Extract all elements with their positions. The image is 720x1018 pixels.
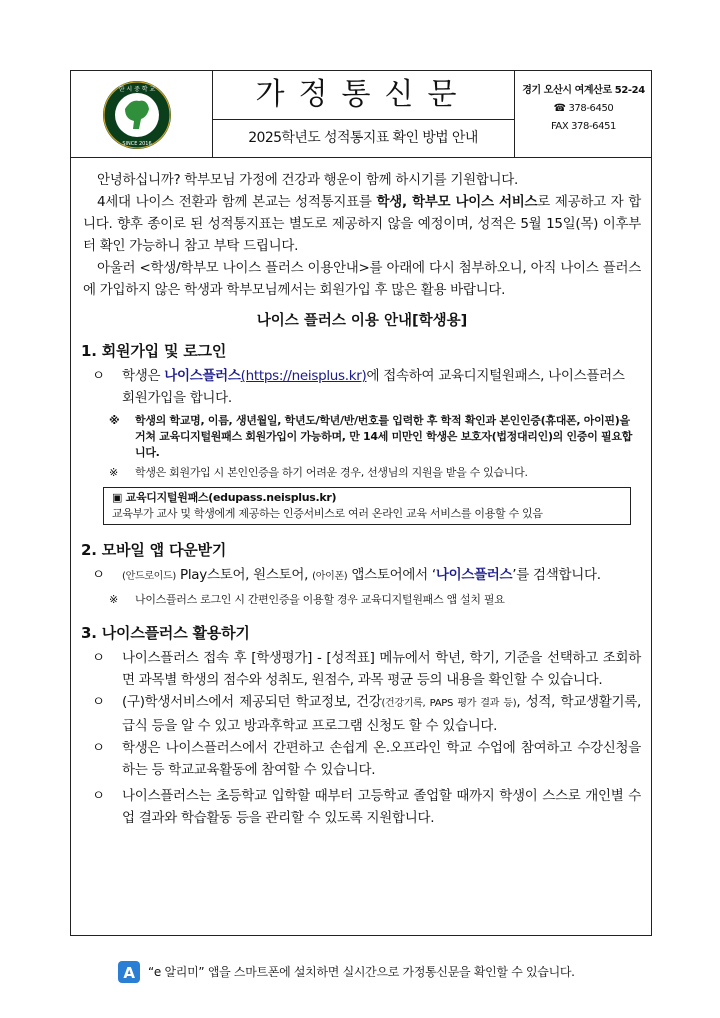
note-marker: ※ [109, 593, 118, 606]
neisplus-link[interactable]: (https://neisplus.kr) [240, 368, 367, 384]
s3-item-1-text: 나이스플러스 접속 후 [학생평가] - [성적표] 메뉴에서 학년, 학기, 기준을 선택하고 조회하면 과목별 학생의 점수와 성취도, 원점수, 과목 평균 등의 내용을 확인할 수 있습니다. [122, 650, 641, 688]
s2-stores: Play스토어, 원스토어, [176, 567, 313, 583]
notice-body [71, 157, 653, 829]
section-3-item-4 [83, 785, 641, 829]
android-label: (안드로이드) [122, 571, 177, 582]
header [71, 71, 651, 158]
section-1-note-1 [83, 413, 641, 461]
section-1-note-2 [83, 465, 641, 481]
note-marker: ※ [109, 414, 120, 427]
edupass-box-text: 교육부가 교사 및 학생에게 제공하는 인증서비스로 여러 온라인 교육 서비스를 이용할 수 있음 [112, 507, 543, 520]
s1-item-end: 에 접속하여 교육디지털원패스, 나이스플러스 회원가입을 합니다. [122, 368, 625, 406]
section-3-item-1 [83, 647, 641, 691]
edupass-info-box [103, 487, 631, 525]
bullet-marker: ㅇ [92, 567, 105, 583]
fax: FAX 378-6451 [550, 121, 617, 132]
intro-p2-start: 4세대 나이스 전환과 함께 본교는 성적통지표를 [97, 194, 377, 210]
page-subtitle: 2025학년도 성적통지표 확인 방법 안내 [248, 130, 478, 146]
note-2-text: 학생은 회원가입 시 본인인증을 하기 어려운 경우, 선생님의 지원을 받을 수 있습니다. [135, 466, 528, 479]
s2-appstore: 앱스토어에서 ‘ [347, 567, 436, 583]
app-icon-letter: A [123, 964, 135, 982]
section-2-note [83, 592, 641, 608]
logo-cell [71, 71, 213, 157]
s3-item-2c: , 성적, 학교생활기록, 급식 등을 알 수 있고 방과후학교 프로그램 신청도 할 수 있습니다. [122, 694, 641, 734]
footer-text: “e 알리미” 앱을 스마트폰에 설치하면 실시간으로 가정통신문을 확인할 수 있습니다. [148, 965, 575, 979]
bullet-marker: ㅇ [92, 740, 105, 756]
section-3-item-3 [83, 737, 641, 781]
emblem-text-top: 한 시 중 학 교 [118, 86, 156, 93]
notice-frame [70, 70, 652, 936]
iphone-label: (아이폰) [312, 571, 348, 582]
note-marker: ※ [109, 466, 118, 479]
page-title: 가정통신문 [212, 71, 514, 120]
address: 경기 오산시 여계산로 52-24 [522, 85, 645, 96]
bullet-marker: ㅇ [92, 368, 105, 384]
neisplus-brand: 나이스플러스 [164, 368, 241, 384]
section-2-item [83, 564, 641, 588]
s2-item-end: ’를 검색합니다. [512, 567, 601, 583]
phone: ☎ 378-6450 [553, 103, 614, 114]
intro-paragraph-2 [83, 191, 641, 257]
title-cell [212, 71, 515, 157]
e-alimi-app-icon [118, 961, 140, 983]
note-1-text: 학생의 학교명, 이름, 생년월일, 학년도/학년/반/번호를 입력한 후 학적 확인과 본인인증(휴대폰, 아이핀)을 거쳐 교육디지털원패스 회원가입이 가능하며, 만 14세 미만인 학생은 보호자(법정대리인)의 인증이 필요합니다. [135, 414, 633, 459]
footer-note [118, 960, 638, 986]
section-3-heading: 3. 나이스플러스 활용하기 [81, 624, 250, 642]
s3-item-4-text: 나이스플러스는 초등학교 입학할 때부터 고등학교 졸업할 때까지 학생이 스스로 개인별 수업 결과와 학습활동 등을 관리할 수 있도록 지원합니다. [122, 788, 641, 826]
guide-title: 나이스 플러스 이용 안내[학생용] [256, 313, 468, 329]
intro-p2-end: 로 제공하고 자 합니다. 향후 종이로 된 성적통지표는 별도로 제공하지 않을 예정이며, 성적은 5월 15일(목) 이후부터 확인 가능하니 참고 부탁 드립니다. [83, 194, 641, 254]
school-emblem-icon [101, 79, 173, 151]
neisplus-app-name: 나이스플러스 [435, 567, 513, 583]
contact-info [514, 71, 653, 157]
bullet-marker: ㅇ [92, 650, 105, 666]
section-3-item-2 [83, 691, 641, 737]
bullet-marker: ㅇ [92, 694, 105, 710]
section-1-heading: 1. 회원가입 및 로그인 [81, 342, 227, 360]
s1-item-start: 학생은 [122, 368, 165, 384]
emblem-text-bottom: SINCE 2016 [122, 141, 152, 147]
s3-item-3-text: 학생은 나이스플러스에서 간편하고 손쉽게 온.오프라인 학교 수업에 참여하고 수강신청을 하는 등 학교교육활동에 참여할 수 있습니다. [122, 740, 641, 778]
section-2-heading: 2. 모바일 앱 다운받기 [81, 541, 227, 559]
intro-paragraph-3: 아울러 <학생/학부모 나이스 플러스 이용안내>를 아래에 다시 첨부하오니, 아직 나이스 플러스에 가입하지 않은 학생과 학부모님께서는 회원가입 후 많은 활용 바랍니다. [83, 260, 641, 298]
intro-greeting: 안녕하십니까? 학부모님 가정에 건강과 행운이 함께 하시기를 기원합니다. [97, 172, 519, 188]
s2-note-text: 나이스플러스 로그인 시 간편인증을 이용할 경우 교육디지털원패스 앱 설치 필요 [135, 593, 505, 606]
section-1-item [83, 365, 641, 409]
edupass-box-title: ▣ 교육디지털원패스(edupass.neisplus.kr) [112, 491, 337, 504]
s3-item-2b: (건강기록, PAPS 평가 결과 등) [381, 698, 517, 709]
bullet-marker: ㅇ [92, 788, 105, 804]
s3-item-2a: (구)학생서비스에서 제공되던 학교정보, 건강 [122, 694, 382, 710]
intro-p2-emphasis: 학생, 학부모 나이스 서비스 [376, 194, 538, 210]
